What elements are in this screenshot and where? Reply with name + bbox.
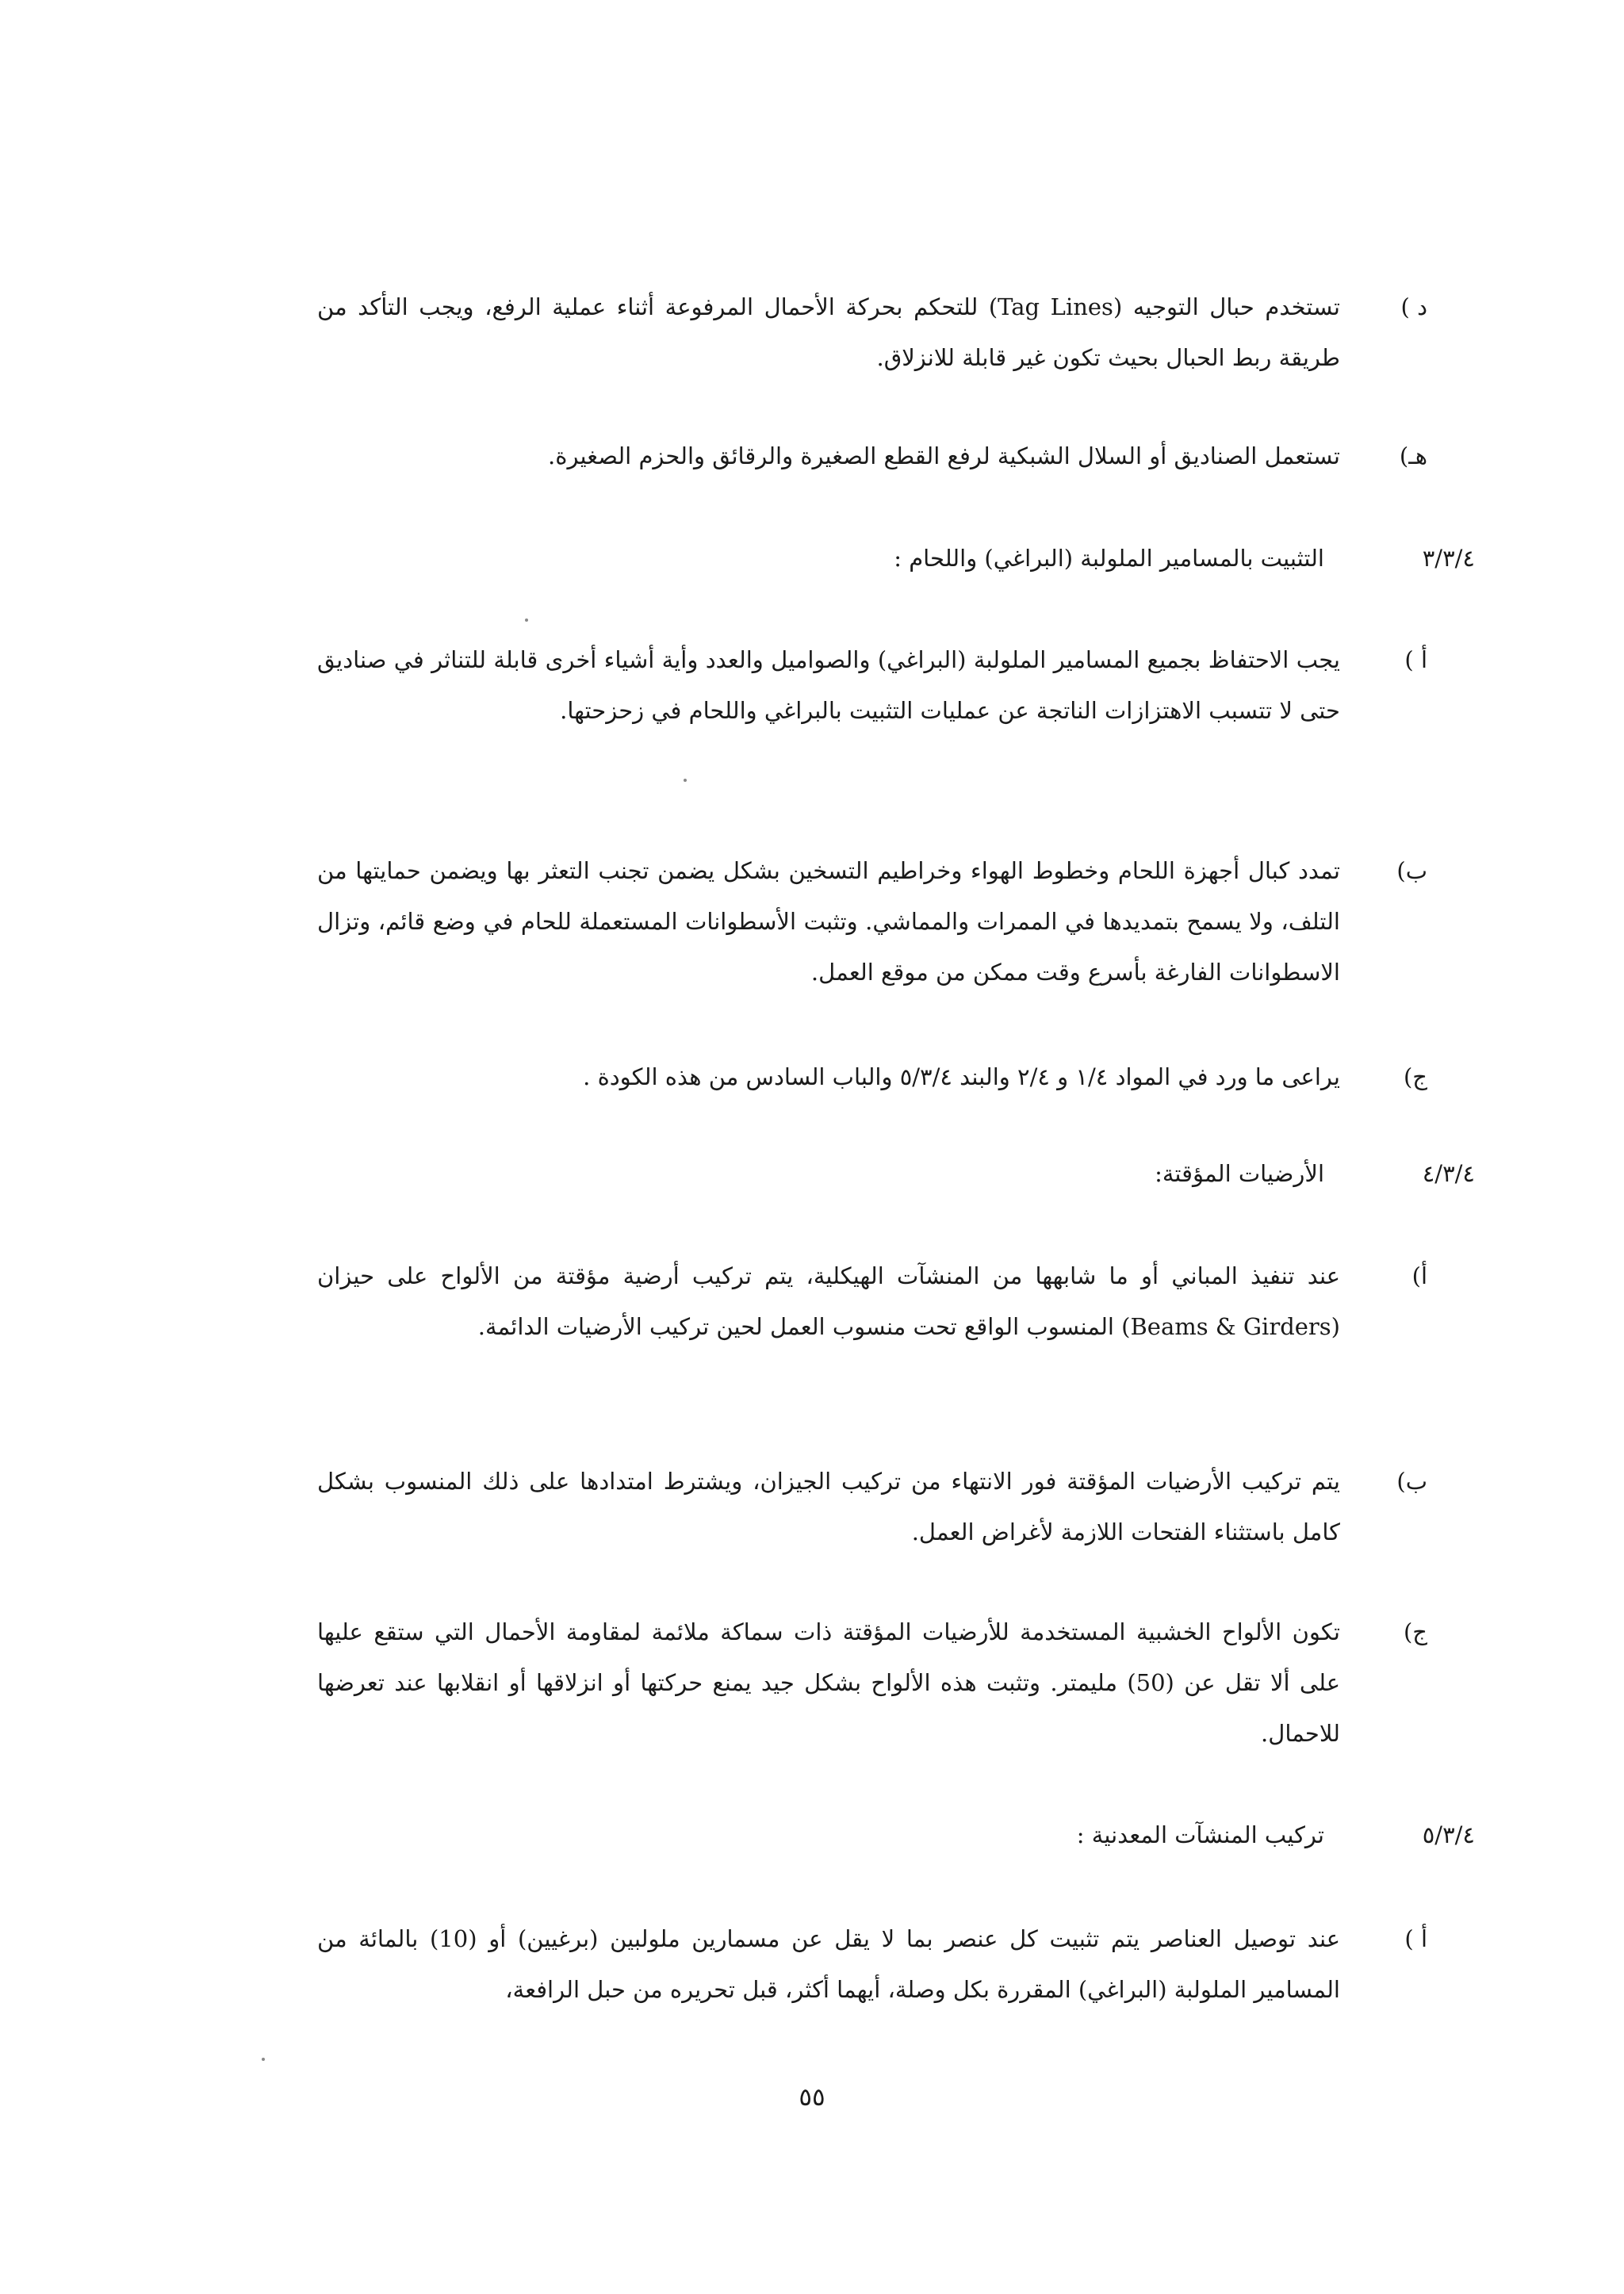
item-text: تستخدم حبال التوجيه (Tag Lines) للتحكم بحركة الأحمال المرفوعة أثناء عملية الرفع، ويجب التأكد من طريقة ربط الحبال بحيث تكون غير قابلة للانزلاق. [317, 293, 1340, 371]
list-item-alef [317, 634, 1427, 736]
item-marker: هـ) [1399, 442, 1427, 469]
item-marker: أ ) [1404, 646, 1427, 673]
list-item-alef [317, 1913, 1427, 2015]
section-heading-4-3-4 [317, 1148, 1475, 1199]
scan-speck [525, 618, 528, 622]
item-text: يجب الاحتفاظ بجميع المسامير الملولبة (البراغي) والصواميل والعدد وأية أشياء أخرى قابلة للتناثر في صناديق حتى لا تتسبب الاهتزازات الناتجة عن عمليات التثبيت بالبراغي واللحام في زحزحتها. [317, 646, 1340, 724]
section-number: ٣/٣/٤ [1422, 545, 1475, 572]
item-text: يتم تركيب الأرضيات المؤقتة فور الانتهاء من تركيب الجيزان، ويشترط امتدادها على ذلك المنسوب بشكل كامل باستثناء الفتحات اللازمة لأغراض العمل. [317, 1468, 1340, 1545]
item-marker: ب) [1396, 857, 1427, 884]
section-title: الأرضيات المؤقتة: [1155, 1160, 1324, 1187]
section-heading-3-3-4 [317, 533, 1475, 584]
section-number: ٥/٣/٤ [1422, 1821, 1475, 1848]
section-title: تركيب المنشآت المعدنية : [1076, 1821, 1324, 1848]
list-item-jim [317, 1607, 1427, 1759]
page-number: ٥٥ [799, 2083, 825, 2112]
list-item-d [317, 281, 1427, 383]
section-title: التثبيت بالمسامير الملولبة (البراغي) واللحام : [894, 545, 1324, 572]
item-text: يراعى ما ورد في المواد ١/٤ و ٢/٤ والبند ٥/٣/٤ والباب السادس من هذه الكودة . [583, 1063, 1340, 1090]
section-heading-5-3-4 [317, 1810, 1475, 1860]
item-text: تستعمل الصناديق أو السلال الشبكية لرفع القطع الصغيرة والرقائق والحزم الصغيرة. [548, 442, 1340, 469]
scan-speck [684, 779, 687, 782]
list-item-jim [317, 1051, 1427, 1102]
item-text: عند تنفيذ المباني أو ما شابهها من المنشآت الهيكلية، يتم تركيب أرضية مؤقتة من الألواح على حيزان (Beams & Girders) المنسوب الواقع تحت منسوب العمل لحين تركيب الأرضيات الدائمة. [317, 1262, 1340, 1340]
item-marker: د ) [1400, 293, 1427, 320]
item-marker: ج) [1403, 1063, 1427, 1090]
item-marker: أ) [1411, 1262, 1427, 1289]
list-item-ba [317, 845, 1427, 998]
item-marker: ب) [1396, 1468, 1427, 1495]
list-item-ba [317, 1456, 1427, 1557]
item-marker: أ ) [1404, 1925, 1427, 1952]
list-item-alef [317, 1250, 1427, 1352]
list-item-h [317, 431, 1427, 481]
section-number: ٤/٣/٤ [1422, 1160, 1475, 1187]
item-text: تمدد كبال أجهزة اللحام وخطوط الهواء وخراطيم التسخين بشكل يضمن تجنب التعثر بها ويضمن حمايتها من التلف، ولا يسمح بتمديدها في الممرات والمماشي. وتثبت الأسطوانات المستعملة للحام في وضع قائم، وتزال الاسطوانات الفارغة بأسرع وقت ممكن من موقع العمل. [317, 857, 1340, 986]
item-text: تكون الألواح الخشبية المستخدمة للأرضيات المؤقتة ذات سماكة ملائمة لمقاومة الأحمال التي ستقع عليها على ألا تقل عن (50) مليمتر. وتثبت هذه الألواح بشكل جيد يمنع حركتها أو انزلاقها أو انقلابها عند تعرضها للاحمال. [317, 1618, 1340, 1747]
item-marker: ج) [1403, 1618, 1427, 1645]
item-text: عند توصيل العناصر يتم تثبيت كل عنصر بما لا يقل عن مسمارين ملولبين (برغيين) أو (10) بالمائة من المسامير الملولبة (البراغي) المقررة بكل وصلة، أيهما أكثر، قبل تحريره من حبل الرافعة، [317, 1925, 1341, 2003]
scan-speck [262, 2058, 265, 2061]
